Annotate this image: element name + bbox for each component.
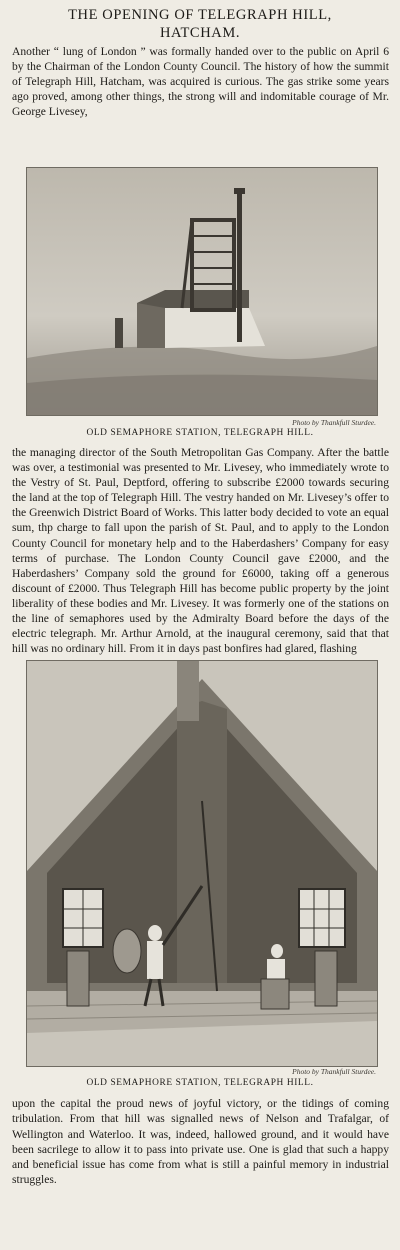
article-paragraph-3: upon the capital the proud news of joyful victory, or the tidings of coming tribulation. From that hill was signalled news of Nelson and Trafalgar, of Wellington and Waterloo. It was, indeed, hallowed ground, and it would have been sacrilege to allow it to pass into private use. One is glad that such a happy and beneficial issue has come from what is still a painful memory in industrial struggles. [12, 1097, 389, 1187]
semaphore-exterior-photo [26, 167, 378, 416]
article-title-line-2: HATCHAM. [159, 25, 241, 41]
figure-caption-2: OLD SEMAPHORE STATION, TELEGRAPH HILL. [86, 1078, 314, 1088]
semaphore-interior-engraving [26, 660, 378, 1067]
figure-caption-1: OLD SEMAPHORE STATION, TELEGRAPH HILL. [86, 428, 314, 438]
semaphore-interior-illustration [27, 661, 377, 1066]
article-title [10, 6, 390, 42]
article-title-line-1: THE OPENING OF TELEGRAPH HILL, [68, 7, 332, 23]
photo-credit-2: Photo by Thankfull Sturdee. [292, 1067, 376, 1076]
photo-credit-1: Photo by Thankfull Sturdee. [292, 418, 376, 427]
article-paragraph-2: the managing director of the South Metropolitan Gas Company. After the battle was over, a testimonial was presented to Mr. Livesey, who immediately wrote to the Vestry of St. Paul, Deptford, offering to subscribe £2000 towards securing the land at the top of Telegraph Hill. The vestry handed on Mr. Livesey’s offer to the Greenwich District Board of Works. This latter body decided to vote an equal sum, thp charge to fall upon the parish of St. Paul, and to apply to the London County Council for monetary help and to the Haberdashers’ Company for easy terms of purchase. The London County Council gave £2000, and the Haberdashers’ Company sold the ground for £6000, taking off a generous discount of £2000. Thus Telegraph Hill has become public property by the joint liberality of these bodies and Mr. Livesey. It was formerly one of the stations on the line of semaphores used by the Admiralty Board before the days of the electric telegraph. Mr. Arthur Arnold, at the inaugural ceremony, said that that hill was no ordinary hill. From it in days past bonfires had glared, flashing [12, 446, 389, 656]
semaphore-exterior-illustration [27, 168, 377, 415]
article-paragraph-1: Another “ lung of London ” was formally handed over to the public on April 6 by the Chairman of the London County Council. The history of how the summit of Telegraph Hill, Hatcham, was acquired is curious. The gas strike some years ago proved, among other things, the strong will and indomitable courage of Mr. George Livesey, [12, 45, 389, 119]
